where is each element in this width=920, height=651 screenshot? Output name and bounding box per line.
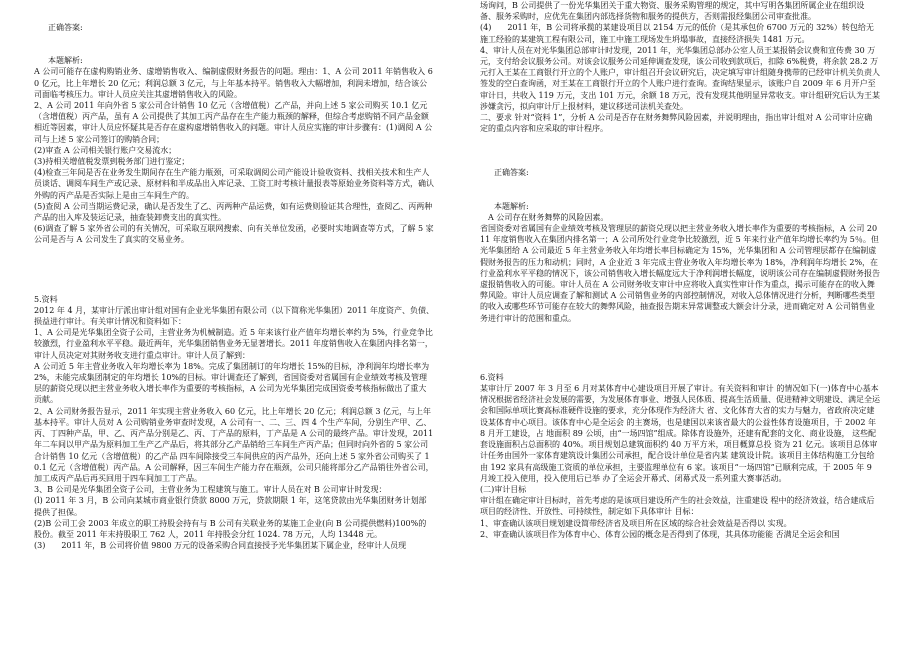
paragraph: 6.资料 xyxy=(480,372,504,382)
paragraph: 3、B 公司是光华集团全资子公司，主营业务为工程建筑与施工。审计人员在对 B 公司审计时发现： xyxy=(34,485,387,495)
spacer xyxy=(480,134,880,156)
paragraph: (l) 2011 年 3 月，B 公司向某城市商业银行贷款 8000 万元，贷款期限 1 年，这笔贷款由光华集团财务计划部提供了担保。 xyxy=(34,496,427,517)
paragraph: 1、审查确认该项目规划建设简带经济省及项目所在区域的综合社会效益是否得以 实现。 xyxy=(480,518,792,528)
right-column xyxy=(480,0,880,651)
section-heading: 正确答案: xyxy=(48,23,83,32)
paragraph: 2、A 公司财务报告显示，2011 年实现主营业务收入 60 亿元，比上年增长 20 亿元；利润总额 3 亿元，与上年基本持平。审计人员对 A 公司购销业务审查时发现，A 公司有一、二、三、四 4 个生产车间，分别生产甲、乙、丙、丁四种产品，甲、乙、丙产品分别是乙、丙、丁产品的原料，丁产品是 A 公司的最终产品。审计发现，2011 年二车间以甲产品为原料加工生产乙产品后，将其部分乙产品销给三车间生产丙产品；但同时向外省的 5 家公司合计销售 10 亿元（含增值税）的乙产品 四车间除接受三车间供应的丙产品外，还向上述 5 家外省公司购买了 10.1 亿元（含增值税）丙产品。A 公司解释，因三车间生产能力存在瓶颈，公司只能将部分乙产品销往外省公司，加工成丙产品后再买回用于四车间加工丁产品。 xyxy=(34,406,434,483)
paragraph: (2)B 公司工会 2003 年成立的职工持股会持有与 B 公司有关联业务的某施工企业(向 B 公司提供燃料)100%的股份。截至 2011 年末持股职工 762 人，2011 年持股会分红 1024. 78 万元，人均 13448 元。 xyxy=(34,518,427,539)
paragraph: 5.资料 xyxy=(34,294,58,304)
paragraph: A 公司近 5 年主营业务收入年均增长率为 18%。完成了集团制订的年均增长 15%的目标，净利润年均增长率为 2%，未能完成集团制定的年均增长 10%的目标。审计调查还了解到，省国资委对省属国有企业绩效考核及管理层的薪资兑现以把主营业务收入增长率作为重要的考核指标，A 公司为光华集团完成国资委考核指标做出了重大贡献。 xyxy=(34,361,430,405)
paragraph: 二、要求 针对“资料 1”，分析 A 公司是否存在财务舞弊风险因素，并说明理由，指出审计组对 A 公司审计应确定的重点内容和应采取的审计程序。 xyxy=(480,113,873,134)
paragraph: 1、A 公司是光华集团全资子公司，主营业务为机械制造。近 5 年来该行业产值年均增长率约为 5%，行业竞争比较激烈，行业盈利水平平稳。最近两年，光华集团销售业务无显著增长。2011 年度销售收入在集团内排名第一，审计人员决定对其财务收支进行重点审计。审计人员了解到： xyxy=(34,328,433,360)
paragraph: (3)持相关增值税发票到税务部门进行鉴定； xyxy=(34,157,190,167)
paragraph: (4)检查三年间是否在业务发生期间存在生产能力瓶颈，可采取调阅公司产能设计验收资料、找相关技术和生产人员谈话、调阅车间生产或记录、原材料和半成品出入库记录、工资工时考核计量报表等原始业务资料等方式，确认外购的丙产品是否实际上是由三车间生产的。 xyxy=(34,168,434,200)
paragraph: A 公司存在财务舞弊的风险因素。 xyxy=(480,212,609,222)
spacer xyxy=(34,0,434,22)
spacer xyxy=(34,33,434,55)
paragraph: 某审计厅 2007 年 3 月至 6 月对某体育中心建设项目开展了审计。有关资料和审计 的情况如下(一)体育中心基本情况根据省经济社会发展的需要，为发展体育事业、增强人民体质、提高生活质量、促进精神文明建设、满足全运会和国际单项比赛高标准硬件设施的要求，充分体现作为经济大 省、文化体育大省的实力与魅力，省政府决定建设某体育中心项目。该体育中心是全运会 的主赛场，也是建国以来该省最大的公益性体育设施项目，于 2002 年 8 月开工建设，占 地面积 89 公顷，由“一场四馆”组成。除体育设施外，还建有配套的文化、商业设施， 这些配套设施面积占总面积的 40%。项目规划总建筑面积约 40 万平方米，项目概算总投 资为 21 亿元。该项目总体审计任务由国外一家体育建筑设计集团公司承担，配合设计单位是省内某 建筑设计院。该项目主体结构施工分包给由 192 家具有高级施工资质的单位承担，主要监理单位有 6 家。该项目“一场四馆”已顺利完成，于 2005 年 9 月竣工投入使用，投入使用后已举 办了全运会开幕式、闭幕式及一系列重大赛事活动。 xyxy=(480,384,880,483)
paragraph: 省国资委对省属国有企业绩效考核及管理层的薪资兑现以把主营业务收入增长率作为重要的考核指标，A 公司 2011 年度销售收入在集团内排名第一；A 公司所处行业竞争比较激烈，近 5 年来行业产值年均增长率约为 5％。但光华集团给 A 公司最近 5 年主营业务收入年均增长率目标确定为 15%，光华集团和 A 公司管理层都存在编制虚假财务报告的压力和动机；同时，A 企业近 3 年完成主营业务收入年均增长率为 18%，净利润年均增长 2%，在行业盈利水平平稳的情况下，该公司销售收入增长幅度远大于净利润增长幅度，说明该公司存在编制虚假财务报告虚报销售收入的可能。审计人员在 A 公司财务收支审计中应将收入真实性审计作为重点，揭示可能存在的收入舞弊风险。审计人员应调查了解和测试 A 公司销售业务的内部控制情况，对收入总体情况进行分析，判断哪些类型的收入或哪些环节可能存在较大的舞弊风险，抽查报告期末异常调整或大额会计分录，进而确定对 A 公司销售业务进行审计的范围和重点。 xyxy=(480,224,880,323)
paragraph: (2)审查 A 公司相关银行账户交易流水； xyxy=(34,145,177,155)
paragraph: (3) 2011 年，B 公司将价值 9800 万元的设备采购合同直接授予光华集团某下属企业，经审计人员现 xyxy=(34,541,407,551)
paragraph: 2012 年 4 月，某审计厅派出审计组对国有企业光华集团有限公司（以下简称光华集团）2011 年度资产、负债、损益进行审计。有关审计情况和资料如下： xyxy=(34,305,434,327)
spacer xyxy=(480,156,880,167)
paragraph: 审计组在确定审计目标时，首先考虑的是该项目建设所产生的社会效益，注重建设 程中的经济效益，结合建成后项目的经济性、开放性、可持续性，制定如下具体审计 目标： xyxy=(480,496,875,517)
paragraph: A 公司可能存在虚构购销业务、虚增销售收入、编制虚假财务报告的问题。理由：1、A 公司 2011 年销售收入 60 亿元，比上年增长 20 亿元；利润总额 3 亿元，与上年基本持平。销售收入大幅增加，利润未增加，结合该公司面临考核压力。审计人员应关注其虚增销售收入的风险。 xyxy=(34,67,433,99)
paragraph: (二)审计目标 xyxy=(480,484,527,494)
paragraph: 2、审查确认该项目作为体育中心、体育公园的概念是否得到了体现，其具体功能能 否满足全运会和国 xyxy=(480,529,840,539)
paragraph: 2、A 公司 2011 年向外省 5 家公司合计销售 10 亿元（含增值税）乙产品，并向上述 5 家公司购买 10.1 亿元（含增值税）丙产品，虽有 A 公司提供了其加工丙产品存在生产能力瓶颈的解释，但综合考虑购销不同产品金额相近等因素，审计人员应怀疑其是否存在虚构虚增销售收入的问题。审计人员应实施的审计步骤有：(1)调阅 A 公司与上述 5 家公司签订的购销合同； xyxy=(34,101,433,144)
paragraph: 4、审计人员在对光华集团总部审计时发现，2011 年，光华集团总部办公室人员王某报销会议费和宣传费 30 万元，支付给会议服务公司。对该会议服务公司延伸调查发现，该公司收到款项后，扣除 6%税费，将余款 28.2 万元打入王某在工商银行开立的个人账户，审计组召开会议研究后，决定填写审计组随身携带的已经审计机关负责人签发的空白查询函，对王某在工商银行开立的个人账户进行查询。查询结果显示，该账户自 2009 年 6 月开户至审计日，共收入 119 万元，支出 101 万元，余额 18 万元，没有发现其他明显异常收支。审计组研究后认为王某涉嫌贪污，拟向审计厅上报材料，建议移送司法机关查处。 xyxy=(480,45,880,111)
spacer xyxy=(480,179,880,201)
spacer xyxy=(34,246,434,294)
section-heading: 本题解析: xyxy=(48,56,83,66)
section-heading: 本题解析: xyxy=(494,201,529,211)
left-column xyxy=(34,0,434,651)
section-heading: 正确答案: xyxy=(494,168,529,178)
paragraph: (5)查阅 A 公司当期运费记录，确认是否发生了乙、丙两种产品运费，如有运费则验证其合理性，查阅乙、丙两种产品的出入库及装运记录，抽查装卸费支出的真实性。 xyxy=(34,201,433,223)
paragraph: (4) 2011 年，B 公司将承揽的某建设项目以 2154 万元的低价（是其承包价 6700 万元的 32%）转包给无施工经验的某建筑工程有限公司，施工中施工现场发生坍塌事故，直接经济损失 1481 万元。 xyxy=(480,23,874,44)
spacer xyxy=(480,324,880,372)
paragraph: 场询问，B 公司提供了一份光华集团关于重大物资、服务采购管理的规定，其中写明各集团所属企业在组织设备、服务采购时，应优先在集团内部选择货物和服务的提供方，否则需报经集团公司审查批准。 xyxy=(480,1,865,22)
paragraph: (6)调查了解 5 家外省公司的有关情况，可采取互联网搜索、向有关单位发函，必要时实地调查等方式，了解 5 家公司是否与 A 公司发生了真实的交易业务。 xyxy=(34,224,434,245)
